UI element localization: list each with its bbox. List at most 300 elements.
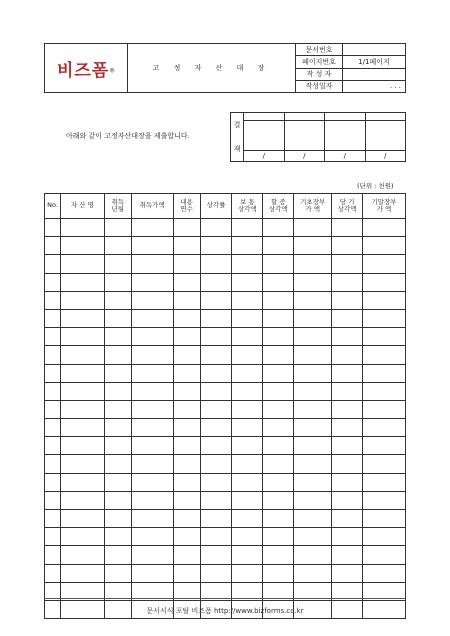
column-header — [332, 194, 363, 219]
table-cell[interactable] — [173, 237, 200, 255]
table-row — [45, 564, 406, 582]
table-cell[interactable] — [131, 364, 173, 382]
table-cell[interactable] — [104, 382, 131, 400]
meta-value-author[interactable] — [343, 68, 406, 80]
table-row — [45, 237, 406, 255]
column-header-line1: 기말장부 — [371, 197, 397, 206]
table-cell[interactable] — [332, 437, 363, 455]
table-cell[interactable] — [332, 291, 363, 309]
page-title: 고 정 자 산 대 장 — [128, 44, 296, 93]
table-cell[interactable] — [104, 546, 131, 564]
column-header-line1: 기초장부 — [300, 197, 326, 206]
table-cell[interactable] — [60, 491, 104, 509]
table-cell[interactable] — [104, 237, 131, 255]
table-cell[interactable] — [363, 219, 406, 237]
table-cell[interactable] — [104, 219, 131, 237]
table-cell[interactable] — [45, 419, 61, 437]
approval-box — [230, 112, 406, 162]
table-cell[interactable] — [363, 291, 406, 309]
table-cell[interactable] — [200, 255, 232, 273]
meta-value-doc-no[interactable] — [343, 44, 406, 56]
meta-value-date[interactable]: . . . — [343, 80, 406, 92]
table-cell[interactable] — [200, 419, 232, 437]
table-cell[interactable] — [131, 419, 173, 437]
table-cell[interactable] — [232, 291, 263, 309]
approval-header-cell — [325, 113, 366, 121]
table-cell[interactable] — [332, 473, 363, 491]
table-cell[interactable] — [104, 273, 131, 291]
table-row — [45, 400, 406, 418]
table-cell[interactable] — [45, 309, 61, 327]
table-cell[interactable] — [294, 437, 332, 455]
table-cell[interactable] — [104, 255, 131, 273]
approval-sign-cell[interactable] — [365, 121, 406, 151]
logo-text: 비즈폼 — [56, 60, 110, 81]
table-cell[interactable] — [131, 528, 173, 546]
footer-text: 문서서식 포탈 비즈폼 http://www.bizforms.co.kr — [146, 607, 304, 615]
table-cell[interactable] — [200, 273, 232, 291]
table-cell[interactable] — [232, 364, 263, 382]
table-cell[interactable] — [294, 328, 332, 346]
meta-label-doc-no: 문서번호 — [296, 44, 343, 56]
table-cell[interactable] — [173, 437, 200, 455]
column-header-line1: 취득 — [111, 197, 125, 206]
table-cell[interactable] — [131, 455, 173, 473]
table-cell[interactable] — [173, 473, 200, 491]
table-cell[interactable] — [104, 528, 131, 546]
meta-label-page: 페이지번호 — [296, 56, 343, 68]
table-cell[interactable] — [131, 237, 173, 255]
table-cell[interactable] — [104, 473, 131, 491]
table-cell[interactable] — [363, 328, 406, 346]
table-cell[interactable] — [173, 419, 200, 437]
table-cell[interactable] — [45, 237, 61, 255]
table-cell[interactable] — [60, 437, 104, 455]
table-cell[interactable] — [294, 255, 332, 273]
table-row — [45, 546, 406, 564]
table-cell[interactable] — [60, 219, 104, 237]
table-cell[interactable] — [263, 455, 294, 473]
table-cell[interactable] — [200, 564, 232, 582]
table-cell[interactable] — [173, 455, 200, 473]
column-header-line2: 상각액 — [237, 205, 257, 213]
table-cell[interactable] — [173, 382, 200, 400]
table-cell[interactable] — [232, 437, 263, 455]
table-cell[interactable] — [263, 364, 294, 382]
table-cell[interactable] — [45, 364, 61, 382]
table-cell[interactable] — [45, 491, 61, 509]
approval-date-cell[interactable]: / — [244, 151, 285, 162]
approval-header-cell — [365, 113, 406, 121]
table-cell[interactable] — [263, 273, 294, 291]
table-row — [45, 328, 406, 346]
table-cell[interactable] — [104, 510, 131, 528]
table-cell[interactable] — [200, 455, 232, 473]
table-cell[interactable] — [363, 455, 406, 473]
approval-header-cell — [244, 113, 285, 121]
table-cell[interactable] — [294, 473, 332, 491]
table-cell[interactable] — [60, 510, 104, 528]
table-cell[interactable] — [173, 546, 200, 564]
table-cell[interactable] — [332, 219, 363, 237]
table-cell[interactable] — [173, 510, 200, 528]
table-cell[interactable] — [45, 564, 61, 582]
table-cell[interactable] — [294, 237, 332, 255]
table-row — [45, 291, 406, 309]
table-cell[interactable] — [45, 273, 61, 291]
table-cell[interactable] — [332, 528, 363, 546]
column-header — [60, 194, 104, 219]
table-cell[interactable] — [263, 219, 294, 237]
table-cell[interactable] — [45, 346, 61, 364]
table-cell[interactable] — [232, 328, 263, 346]
table-cell[interactable] — [104, 564, 131, 582]
table-cell[interactable] — [263, 400, 294, 418]
table-cell[interactable] — [60, 291, 104, 309]
table-cell[interactable] — [104, 346, 131, 364]
table-row — [45, 364, 406, 382]
column-header — [131, 194, 173, 219]
table-cell[interactable] — [294, 309, 332, 327]
unit-label: (단위 : 천원) — [357, 182, 394, 190]
table-cell[interactable] — [45, 528, 61, 546]
table-cell[interactable] — [173, 528, 200, 546]
table-cell[interactable] — [232, 400, 263, 418]
table-cell[interactable] — [60, 273, 104, 291]
column-header-line2: 상각액 — [268, 205, 288, 213]
table-cell[interactable] — [232, 273, 263, 291]
table-cell[interactable] — [200, 400, 232, 418]
table-cell[interactable] — [294, 419, 332, 437]
table-cell[interactable] — [173, 346, 200, 364]
table-cell[interactable] — [200, 219, 232, 237]
table-cell[interactable] — [200, 510, 232, 528]
meta-label-date: 작성일자 — [296, 80, 343, 92]
table-cell[interactable] — [45, 291, 61, 309]
table-cell[interactable] — [173, 328, 200, 346]
table-cell[interactable] — [332, 455, 363, 473]
table-cell[interactable] — [173, 219, 200, 237]
table-cell[interactable] — [363, 564, 406, 582]
table-cell[interactable] — [363, 546, 406, 564]
table-row — [45, 510, 406, 528]
table-cell[interactable] — [363, 491, 406, 509]
table-cell[interactable] — [332, 491, 363, 509]
table-cell[interactable] — [294, 491, 332, 509]
table-cell[interactable] — [131, 309, 173, 327]
table-cell[interactable] — [173, 273, 200, 291]
table-cell[interactable] — [363, 273, 406, 291]
table-cell[interactable] — [332, 273, 363, 291]
table-cell[interactable] — [232, 237, 263, 255]
table-cell[interactable] — [294, 273, 332, 291]
logo — [45, 44, 128, 93]
table-cell[interactable] — [60, 473, 104, 491]
table-cell[interactable] — [45, 437, 61, 455]
column-header — [104, 194, 131, 219]
table-cell[interactable] — [131, 328, 173, 346]
table-cell[interactable] — [45, 546, 61, 564]
table-cell[interactable] — [200, 528, 232, 546]
table-cell[interactable] — [332, 546, 363, 564]
table-cell[interactable] — [263, 346, 294, 364]
table-cell[interactable] — [60, 546, 104, 564]
table-cell[interactable] — [232, 346, 263, 364]
table-cell[interactable] — [232, 473, 263, 491]
table-cell[interactable] — [332, 328, 363, 346]
table-row — [45, 473, 406, 491]
table-cell[interactable] — [263, 382, 294, 400]
table-cell[interactable] — [363, 400, 406, 418]
table-cell[interactable] — [363, 237, 406, 255]
table-cell[interactable] — [294, 564, 332, 582]
table-cell[interactable] — [200, 364, 232, 382]
table-cell[interactable] — [173, 564, 200, 582]
table-cell[interactable] — [200, 291, 232, 309]
table-cell[interactable] — [173, 255, 200, 273]
approval-date-cell[interactable]: / — [325, 151, 366, 162]
table-cell[interactable] — [263, 328, 294, 346]
table-row — [45, 273, 406, 291]
table-cell[interactable] — [363, 419, 406, 437]
table-cell[interactable] — [45, 400, 61, 418]
approval-side — [231, 113, 244, 162]
column-header — [363, 194, 406, 219]
table-cell[interactable] — [263, 564, 294, 582]
table-cell[interactable] — [232, 382, 263, 400]
column-header-line1: 자 산 명 — [70, 201, 94, 210]
table-body — [45, 219, 406, 619]
table-cell[interactable] — [131, 273, 173, 291]
table-cell[interactable] — [232, 309, 263, 327]
table-cell[interactable] — [104, 328, 131, 346]
column-header-line2: 가 액 — [305, 205, 321, 213]
table-cell[interactable] — [131, 473, 173, 491]
intro-text: 아래와 같이 고정자산대장을 제출합니다. — [66, 132, 190, 140]
column-header-line1: 보 통 — [240, 197, 255, 206]
table-cell[interactable] — [263, 291, 294, 309]
footer-divider — [44, 598, 406, 599]
table-cell[interactable] — [60, 364, 104, 382]
table-cell[interactable] — [104, 419, 131, 437]
table-cell[interactable] — [263, 437, 294, 455]
column-header-line1: 내용 — [180, 197, 193, 206]
table-cell[interactable] — [363, 309, 406, 327]
table-cell[interactable] — [173, 291, 200, 309]
table-row — [45, 528, 406, 546]
table-cell[interactable] — [131, 546, 173, 564]
table-cell[interactable] — [332, 255, 363, 273]
table-cell[interactable] — [232, 510, 263, 528]
logo-mark: ® — [109, 68, 116, 75]
approval-header-cell — [284, 113, 325, 121]
document-header — [44, 43, 406, 93]
table-cell[interactable] — [104, 364, 131, 382]
table-cell[interactable] — [200, 346, 232, 364]
column-header — [45, 194, 61, 219]
table-cell[interactable] — [200, 382, 232, 400]
table-cell[interactable] — [232, 255, 263, 273]
table-row — [45, 455, 406, 473]
table-cell[interactable] — [104, 491, 131, 509]
asset-table — [44, 193, 406, 619]
meta-label-author: 작 성 자 — [296, 68, 343, 80]
table-cell[interactable] — [294, 291, 332, 309]
table-cell[interactable] — [363, 255, 406, 273]
table-cell[interactable] — [263, 309, 294, 327]
table-cell[interactable] — [131, 219, 173, 237]
column-header-line1: No. — [47, 201, 58, 210]
approval-sign-cell[interactable] — [244, 121, 285, 151]
table-cell[interactable] — [131, 564, 173, 582]
table-cell[interactable] — [104, 309, 131, 327]
table-cell[interactable] — [294, 364, 332, 382]
table-cell[interactable] — [200, 491, 232, 509]
table-cell[interactable] — [60, 400, 104, 418]
table-cell[interactable] — [45, 473, 61, 491]
table-row — [45, 346, 406, 364]
table-cell[interactable] — [263, 255, 294, 273]
table-cell[interactable] — [173, 309, 200, 327]
table-cell[interactable] — [60, 346, 104, 364]
meta-value-page[interactable]: 1/1페이지 — [343, 56, 406, 68]
table-cell[interactable] — [60, 455, 104, 473]
table-cell[interactable] — [363, 510, 406, 528]
table-cell[interactable] — [232, 564, 263, 582]
table-cell[interactable] — [332, 419, 363, 437]
table-cell[interactable] — [263, 473, 294, 491]
table-cell[interactable] — [294, 455, 332, 473]
table-row — [45, 219, 406, 237]
table-cell[interactable] — [104, 400, 131, 418]
table-cell[interactable] — [200, 328, 232, 346]
table-cell[interactable] — [173, 364, 200, 382]
table-cell[interactable] — [263, 237, 294, 255]
table-cell[interactable] — [45, 455, 61, 473]
table-cell[interactable] — [131, 346, 173, 364]
table-cell[interactable] — [294, 546, 332, 564]
table-cell[interactable] — [332, 364, 363, 382]
table-cell[interactable] — [263, 528, 294, 546]
table-cell[interactable] — [173, 400, 200, 418]
table-cell[interactable] — [294, 382, 332, 400]
table-cell[interactable] — [363, 346, 406, 364]
table-cell[interactable] — [104, 437, 131, 455]
table-cell[interactable] — [363, 473, 406, 491]
table-cell[interactable] — [45, 328, 61, 346]
table-cell[interactable] — [263, 510, 294, 528]
table-cell[interactable] — [363, 364, 406, 382]
table-cell[interactable] — [173, 491, 200, 509]
table-row — [45, 437, 406, 455]
table-cell[interactable] — [200, 473, 232, 491]
table-cell[interactable] — [332, 564, 363, 582]
table-cell[interactable] — [263, 419, 294, 437]
table-header-row — [45, 194, 406, 219]
table-cell[interactable] — [232, 419, 263, 437]
table-cell[interactable] — [363, 528, 406, 546]
approval-date-cell[interactable]: / — [284, 151, 325, 162]
column-header-line2: 가 액 — [376, 205, 392, 213]
column-header — [263, 194, 294, 219]
table-row — [45, 491, 406, 509]
table-cell[interactable] — [60, 328, 104, 346]
table-cell[interactable] — [60, 419, 104, 437]
table-cell[interactable] — [131, 510, 173, 528]
table-cell[interactable] — [294, 528, 332, 546]
table-cell[interactable] — [294, 219, 332, 237]
column-header — [232, 194, 263, 219]
table-row — [45, 419, 406, 437]
table-cell[interactable] — [45, 382, 61, 400]
column-header-line1: 상각률 — [206, 201, 226, 210]
approval-label-bottom: 재 — [233, 145, 241, 153]
column-header — [200, 194, 232, 219]
table-cell[interactable] — [263, 491, 294, 509]
table-cell[interactable] — [60, 382, 104, 400]
approval-sign-cell[interactable] — [284, 121, 325, 151]
table-cell[interactable] — [363, 437, 406, 455]
table-cell[interactable] — [60, 564, 104, 582]
table-cell[interactable] — [60, 237, 104, 255]
table-cell[interactable] — [294, 510, 332, 528]
approval-sign-cell[interactable] — [325, 121, 366, 151]
table-cell[interactable] — [131, 437, 173, 455]
table-cell[interactable] — [131, 291, 173, 309]
table-cell[interactable] — [131, 400, 173, 418]
table-row — [45, 382, 406, 400]
table-row — [45, 309, 406, 327]
table-cell[interactable] — [263, 546, 294, 564]
table-cell[interactable] — [332, 510, 363, 528]
table-cell[interactable] — [104, 455, 131, 473]
approval-date-cell[interactable]: / — [365, 151, 406, 162]
table-cell[interactable] — [45, 255, 61, 273]
column-header — [173, 194, 200, 219]
table-cell[interactable] — [332, 309, 363, 327]
table-cell[interactable] — [104, 291, 131, 309]
table-cell[interactable] — [200, 309, 232, 327]
table-cell[interactable] — [232, 528, 263, 546]
table-cell[interactable] — [332, 400, 363, 418]
table-cell[interactable] — [131, 491, 173, 509]
table-cell[interactable] — [60, 309, 104, 327]
table-cell[interactable] — [332, 382, 363, 400]
column-header-line2: 상각액 — [337, 205, 357, 213]
table-row — [45, 255, 406, 273]
table-cell[interactable] — [45, 219, 61, 237]
table-cell[interactable] — [294, 346, 332, 364]
table-cell[interactable] — [60, 255, 104, 273]
table-cell[interactable] — [332, 237, 363, 255]
table-cell[interactable] — [363, 382, 406, 400]
table-cell[interactable] — [200, 437, 232, 455]
column-header-line1: 취득가액 — [139, 201, 165, 210]
table-cell[interactable] — [232, 546, 263, 564]
table-cell[interactable] — [60, 528, 104, 546]
table-cell[interactable] — [294, 400, 332, 418]
table-cell[interactable] — [131, 255, 173, 273]
table-cell[interactable] — [131, 382, 173, 400]
table-cell[interactable] — [45, 510, 61, 528]
table-cell[interactable] — [232, 455, 263, 473]
column-header-line2: 연수 — [180, 205, 193, 213]
table-cell[interactable] — [332, 346, 363, 364]
table-cell[interactable] — [232, 219, 263, 237]
table-cell[interactable] — [200, 546, 232, 564]
table-cell[interactable] — [200, 237, 232, 255]
table-cell[interactable] — [232, 491, 263, 509]
